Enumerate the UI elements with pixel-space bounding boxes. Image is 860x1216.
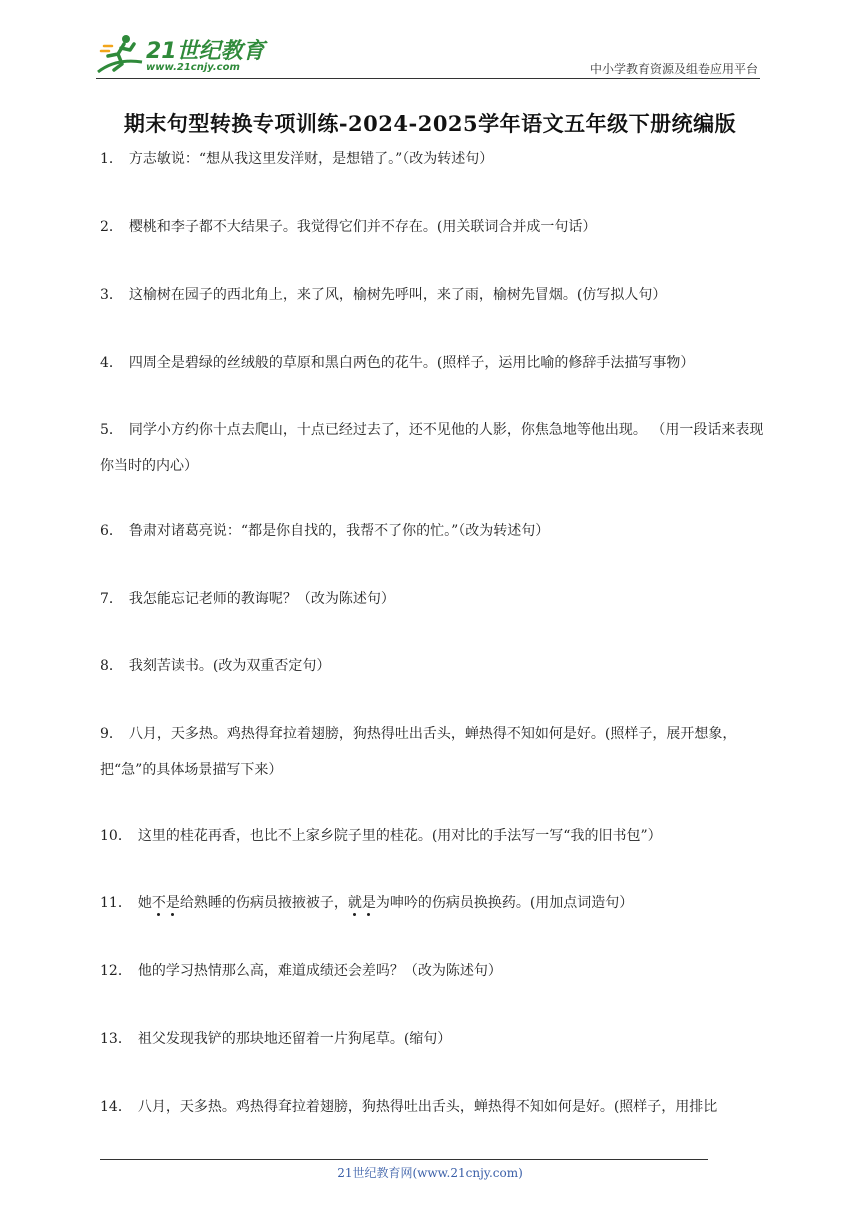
question-9 bbox=[100, 716, 770, 788]
question-text: 八月，天多热。鸡热得耷拉着翅膀，狗热得吐出舌头，蝉热得不知如何是好。(照样子，展开想象，把“急”的具体场景描写下来） bbox=[100, 726, 737, 778]
footer-divider bbox=[100, 1159, 708, 1160]
question-number: 6． bbox=[100, 523, 123, 539]
question-14 bbox=[100, 1089, 770, 1125]
question-text: 八月，天多热。鸡热得耷拉着翅膀，狗热得吐出舌头，蝉热得不知如何是好。(照样子，用排比 bbox=[137, 1099, 718, 1115]
header-divider bbox=[96, 78, 760, 79]
emphasis-char: 就 bbox=[347, 895, 362, 911]
question-number: 9． bbox=[100, 726, 123, 742]
question-number: 5． bbox=[100, 422, 123, 438]
question-text-part: 为呻吟的伤病员换换药。(用加点词造句） bbox=[375, 895, 634, 911]
question-text: 樱桃和李子都不大结果子。我觉得它们并不存在。(用关联词合并成一句话） bbox=[128, 219, 597, 235]
site-logo[interactable] bbox=[96, 32, 266, 76]
question-2 bbox=[100, 209, 770, 245]
platform-label: 中小学教育资源及组卷应用平台 bbox=[589, 62, 758, 76]
question-5 bbox=[100, 412, 770, 484]
question-number: 4． bbox=[100, 355, 123, 371]
question-text-part: 她 bbox=[137, 895, 152, 911]
question-number: 10． bbox=[100, 828, 132, 844]
emphasis-char: 是 bbox=[165, 895, 180, 911]
question-6 bbox=[100, 513, 770, 549]
question-number: 2． bbox=[100, 219, 123, 235]
question-text: 鲁肃对诸葛亮说：“都是你自找的，我帮不了你的忙。”（改为转述句） bbox=[128, 523, 550, 539]
dotted-word bbox=[152, 895, 180, 911]
question-4 bbox=[100, 345, 770, 381]
question-number: 1． bbox=[100, 151, 123, 167]
question-text: 四周全是碧绿的丝绒般的草原和黑白两色的花牛。(照样子，运用比喻的修辞手法描写事物） bbox=[128, 355, 695, 371]
question-text: 方志敏说：“想从我这里发洋财，是想错了。”（改为转述句） bbox=[128, 151, 494, 167]
emphasis-char: 是 bbox=[361, 895, 376, 911]
question-3 bbox=[100, 277, 770, 313]
question-8 bbox=[100, 648, 770, 684]
question-13 bbox=[100, 1021, 770, 1057]
question-number: 12． bbox=[100, 963, 132, 979]
question-10 bbox=[100, 818, 770, 854]
question-12 bbox=[100, 953, 770, 989]
question-number: 3． bbox=[100, 287, 123, 303]
emphasis-char: 不 bbox=[151, 895, 166, 911]
runner-logo-icon bbox=[96, 32, 144, 76]
question-1 bbox=[100, 141, 770, 177]
logo-text: 21世纪教育 bbox=[146, 39, 265, 64]
question-number: 8． bbox=[100, 658, 123, 674]
question-number: 11． bbox=[100, 895, 132, 911]
question-number: 14． bbox=[100, 1099, 132, 1115]
footer-link[interactable]: 21世纪教育网(www.21cnjy.com) bbox=[337, 1166, 523, 1180]
question-text: 我怎能忘记老师的教诲呢？（改为陈述句） bbox=[128, 591, 395, 607]
question-number: 13． bbox=[100, 1031, 132, 1047]
dotted-word bbox=[348, 895, 376, 911]
question-number: 7． bbox=[100, 591, 123, 607]
question-7 bbox=[100, 581, 770, 617]
question-text: 这里的桂花再香，也比不上家乡院子里的桂花。(用对比的手法写一写“我的旧书包”） bbox=[137, 828, 662, 844]
question-text: 祖父发现我铲的那块地还留着一片狗尾草。(缩句） bbox=[137, 1031, 452, 1047]
page-header bbox=[96, 30, 760, 78]
logo-url: www.21cnjy.com bbox=[146, 62, 240, 73]
page-title: 期末句型转换专项训练-2024-2025学年语文五年级下册统编版 bbox=[123, 111, 737, 136]
question-text: 我刻苦读书。(改为双重否定句） bbox=[128, 658, 331, 674]
question-11 bbox=[100, 885, 770, 921]
question-text: 这榆树在园子的西北角上，来了风，榆树先呼叫，来了雨，榆树先冒烟。(仿写拟人句） bbox=[128, 287, 667, 303]
question-text-part: 给熟睡的伤病员掖掖被子， bbox=[179, 895, 348, 911]
question-text: 他的学习热情那么高，难道成绩还会差吗？（改为陈述句） bbox=[137, 963, 502, 979]
question-text: 同学小方约你十点去爬山，十点已经过去了，还不见他的人影，你焦急地等他出现。 （用一段话来表现你当时的内心） bbox=[100, 422, 764, 474]
